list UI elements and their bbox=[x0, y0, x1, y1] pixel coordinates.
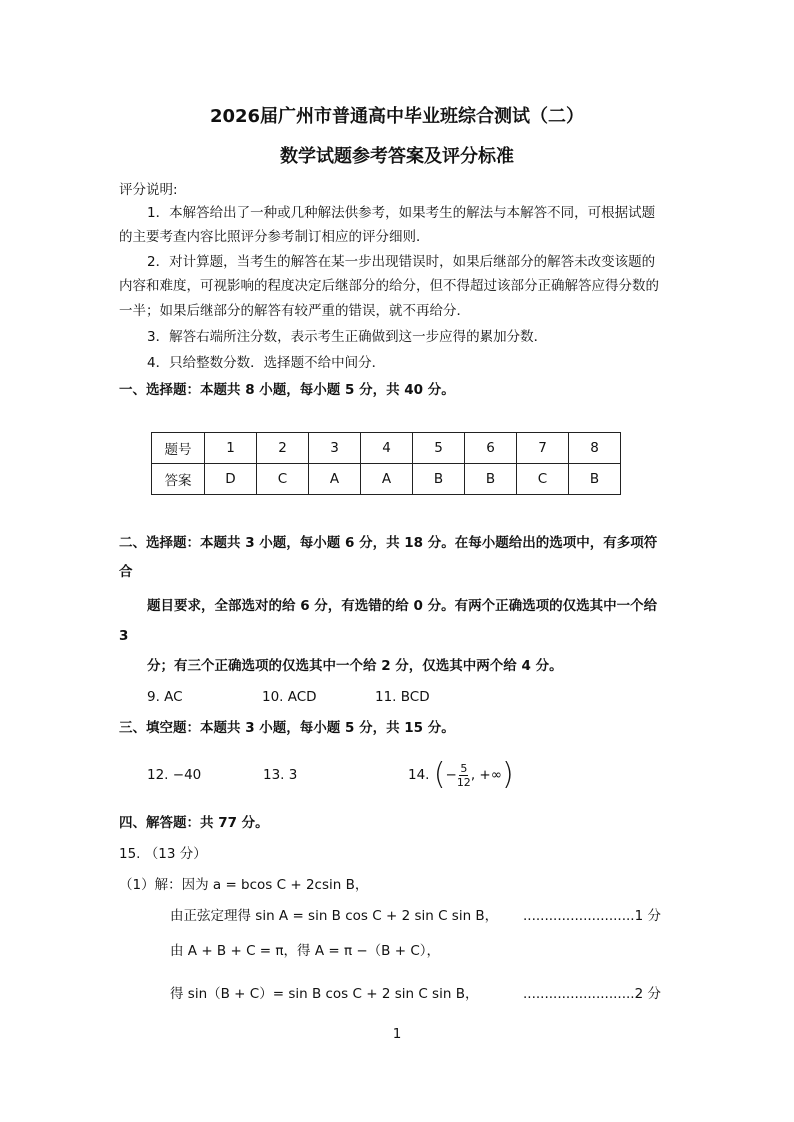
solution-step: 得 sin（B + C）= sin B cos C + 2 sin C sin B， bbox=[170, 986, 479, 1002]
answer-cell: B bbox=[413, 464, 465, 495]
interval-end: , +∞ bbox=[470, 767, 502, 783]
solution-step: 由正弦定理得 sin A = sin B cos C + 2 sin C sin B， bbox=[170, 908, 499, 924]
section2-line: 合 bbox=[119, 564, 133, 580]
note-line: 内容和难度，可视影响的程度决定后继部分的给分，但不得超过该部分正确解答应得分数的 bbox=[119, 278, 659, 294]
solution-step: 由 A + B + C = π，得 A = π −（B + C）， bbox=[170, 943, 441, 959]
row-label: 答案 bbox=[152, 464, 205, 495]
note-line: 4．只给整数分数．选择题不给中间分． bbox=[147, 355, 386, 371]
note-line: 的主要考查内容比照评分参考制订相应的评分细则． bbox=[119, 229, 430, 245]
note-line: 3．解答右端所注分数，表示考生正确做到这一步应得的累加分数． bbox=[147, 329, 548, 345]
note-line: 一半；如果后继部分的解答有较严重的错误，就不再给分． bbox=[119, 303, 470, 319]
question-number: 3 bbox=[309, 433, 361, 464]
answer-table bbox=[151, 432, 621, 495]
section1-heading: 一、选择题：本题共 8 小题，每小题 5 分，共 40 分。 bbox=[119, 382, 455, 398]
question-number: 5 bbox=[413, 433, 465, 464]
section2-line: 3 bbox=[119, 628, 129, 644]
notes-heading: 评分说明: bbox=[119, 182, 178, 198]
section4-heading: 四、解答题：共 77 分。 bbox=[119, 815, 269, 831]
question-number: 6 bbox=[465, 433, 517, 464]
doc-subtitle: 数学试题参考答案及评分标准 bbox=[280, 146, 514, 167]
answer-cell: B bbox=[465, 464, 517, 495]
note-line: 2．对计算题，当考生的解答在某一步出现错误时，如果后继部分的解答未改变该题的 bbox=[147, 254, 656, 270]
denominator: 12 bbox=[456, 775, 471, 789]
question-number: 2 bbox=[257, 433, 309, 464]
section3-heading: 三、填空题：本题共 3 小题，每小题 5 分，共 15 分。 bbox=[119, 720, 455, 736]
answer-10: 10. ACD bbox=[262, 689, 317, 705]
answer-13: 13. 3 bbox=[263, 767, 298, 783]
answer-cell: B bbox=[569, 464, 621, 495]
answer-cell: C bbox=[257, 464, 309, 495]
page-number: 1 bbox=[392, 1026, 402, 1042]
section2-line: 题目要求，全部选对的给 6 分，有选错的给 0 分。有两个正确选项的仅选其中一个给 bbox=[147, 598, 658, 614]
doc-title: 2026届广州市普通高中毕业班综合测试（二） bbox=[209, 106, 585, 127]
answer-cell: A bbox=[361, 464, 413, 495]
answer-11: 11. BCD bbox=[375, 689, 430, 705]
answer-14: 14. (− $\frac{5}{12}$ , +∞) bbox=[408, 757, 514, 792]
numerator: 5 bbox=[460, 761, 468, 775]
table-row bbox=[152, 464, 621, 495]
answer-cell: C bbox=[517, 464, 569, 495]
answer-cell: A bbox=[309, 464, 361, 495]
question-number: 7 bbox=[517, 433, 569, 464]
step-score: ..........................2 分 bbox=[523, 986, 661, 1002]
answer-14-label: 14. bbox=[408, 767, 430, 783]
step-score: ..........................1 分 bbox=[523, 908, 661, 924]
note-line: 1．本解答给出了一种或几种解法供参考，如果考生的解法与本解答不同，可根据试题 bbox=[147, 205, 656, 221]
fraction bbox=[457, 762, 471, 789]
answer-cell: D bbox=[205, 464, 257, 495]
question-number: 1 bbox=[205, 433, 257, 464]
question-number: 4 bbox=[361, 433, 413, 464]
answer-9: 9. AC bbox=[147, 689, 183, 705]
section2-line: 二、选择题：本题共 3 小题，每小题 6 分，共 18 分。在每小题给出的选项中，有多项符 bbox=[119, 535, 658, 551]
table-row bbox=[152, 433, 621, 464]
row-label: 题号 bbox=[152, 433, 205, 464]
section2-line: 分；有三个正确选项的仅选其中一个给 2 分，仅选其中两个给 4 分。 bbox=[147, 658, 563, 674]
question-number: 8 bbox=[569, 433, 621, 464]
question-15-heading: 15. （13 分） bbox=[119, 846, 207, 862]
answer-12: 12. −40 bbox=[147, 767, 202, 783]
solution-step: （1）解：因为 a = bcos C + 2csin B， bbox=[119, 877, 369, 893]
